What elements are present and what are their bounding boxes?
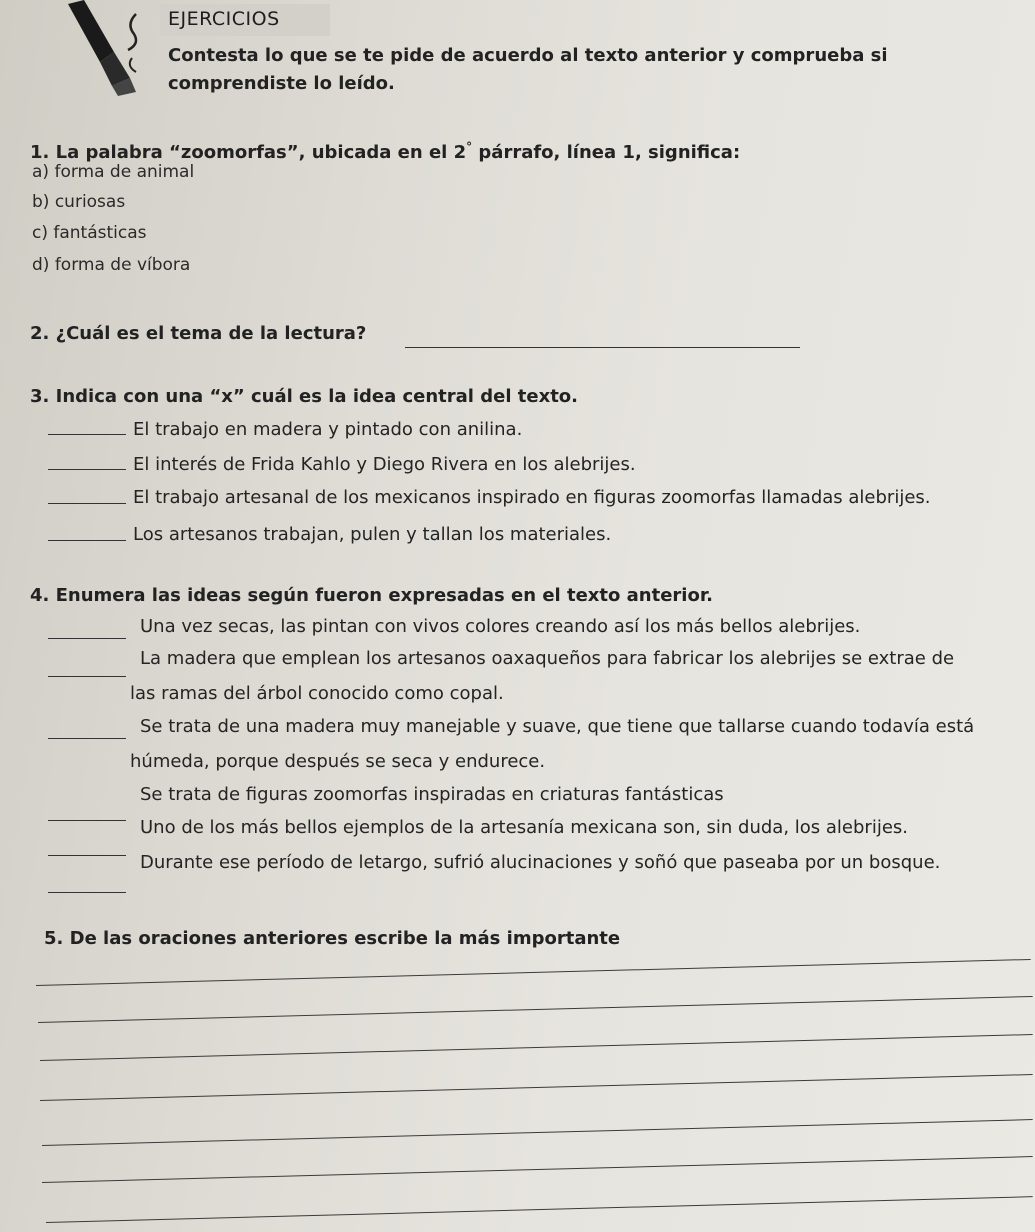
q4-item-3-line-1: Se trata de una madera muy manejable y suave, que tiene que tallarse cuando todavía está — [140, 716, 975, 737]
q3-blank-2[interactable] — [48, 469, 126, 470]
instruction-line-1: Contesta lo que se te pide de acuerdo al texto anterior y comprueba si — [168, 45, 888, 66]
q4-item-1: Una vez secas, las pintan con vivos colores creando así los más bellos alebrijes. — [140, 616, 861, 637]
q4-item-6: Durante ese período de letargo, sufrió alucinaciones y soñó que paseaba por un bosque. — [140, 852, 941, 873]
instruction-line-2: comprendiste lo leído. — [168, 73, 395, 94]
q4-blank-3[interactable] — [48, 738, 126, 739]
q5-answer-line-1[interactable] — [36, 959, 1031, 986]
q1-option-c[interactable]: c) fantásticas — [32, 223, 147, 243]
q4-item-5: Uno de los más bellos ejemplos de la artesanía mexicana son, sin duda, los alebrijes. — [140, 817, 908, 838]
q4-blank-4[interactable] — [48, 820, 126, 821]
question-4: 4. Enumera las ideas según fueron expresadas en el texto anterior. — [30, 585, 713, 606]
q1-option-b[interactable]: b) curiosas — [32, 192, 126, 212]
q1-option-a[interactable]: a) forma de animal — [32, 162, 195, 182]
q5-answer-line-4[interactable] — [40, 1074, 1033, 1101]
q5-answer-line-2[interactable] — [38, 996, 1033, 1023]
q3-item-1: El trabajo en madera y pintado con anilina. — [133, 419, 523, 440]
q5-answer-line-6[interactable] — [42, 1156, 1033, 1183]
q4-blank-6[interactable] — [48, 892, 126, 893]
q4-item-3-line-2: húmeda, porque después se seca y endurece. — [130, 751, 546, 772]
q4-item-4: Se trata de figuras zoomorfas inspiradas en criaturas fantásticas — [140, 784, 724, 805]
q2-answer-line[interactable] — [405, 347, 800, 348]
question-5: 5. De las oraciones anteriores escribe la más importante — [44, 928, 621, 949]
q3-blank-1[interactable] — [48, 434, 126, 435]
q3-blank-4[interactable] — [48, 540, 126, 541]
q5-answer-line-7[interactable] — [46, 1196, 1033, 1223]
q4-blank-5[interactable] — [48, 855, 126, 856]
page-title: EJERCICIOS — [168, 8, 280, 30]
q3-item-4: Los artesanos trabajan, pulen y tallan los materiales. — [133, 524, 612, 545]
q4-blank-1[interactable] — [48, 638, 126, 639]
q3-item-2: El interés de Frida Kahlo y Diego Rivera en los alebrijes. — [133, 454, 636, 475]
q4-blank-2[interactable] — [48, 676, 126, 677]
question-2: 2. ¿Cuál es el tema de la lectura? — [30, 323, 367, 344]
question-1 — [30, 140, 740, 163]
question-1-suffix: párrafo, línea 1, significa: — [472, 142, 741, 163]
q5-answer-line-3[interactable] — [40, 1034, 1033, 1061]
q4-item-2-line-1: La madera que emplean los artesanos oaxaqueños para fabricar los alebrijes se extrae de — [140, 648, 955, 669]
q5-answer-line-5[interactable] — [42, 1119, 1033, 1146]
question-1-prefix: 1. La palabra “zoomorfas”, ubicada en el 2 — [30, 142, 467, 163]
q1-option-d[interactable]: d) forma de víbora — [32, 255, 191, 275]
instructions — [168, 42, 888, 98]
q4-item-2-line-2: las ramas del árbol conocido como copal. — [130, 683, 504, 704]
question-3: 3. Indica con una “x” cuál es la idea central del texto. — [30, 386, 579, 407]
question-1-superscript: ° — [466, 140, 473, 154]
q3-item-3: El trabajo artesanal de los mexicanos inspirado en figuras zoomorfas llamadas alebrijes. — [133, 487, 931, 508]
q3-blank-3[interactable] — [48, 503, 126, 504]
fountain-pen-icon — [40, 0, 160, 100]
